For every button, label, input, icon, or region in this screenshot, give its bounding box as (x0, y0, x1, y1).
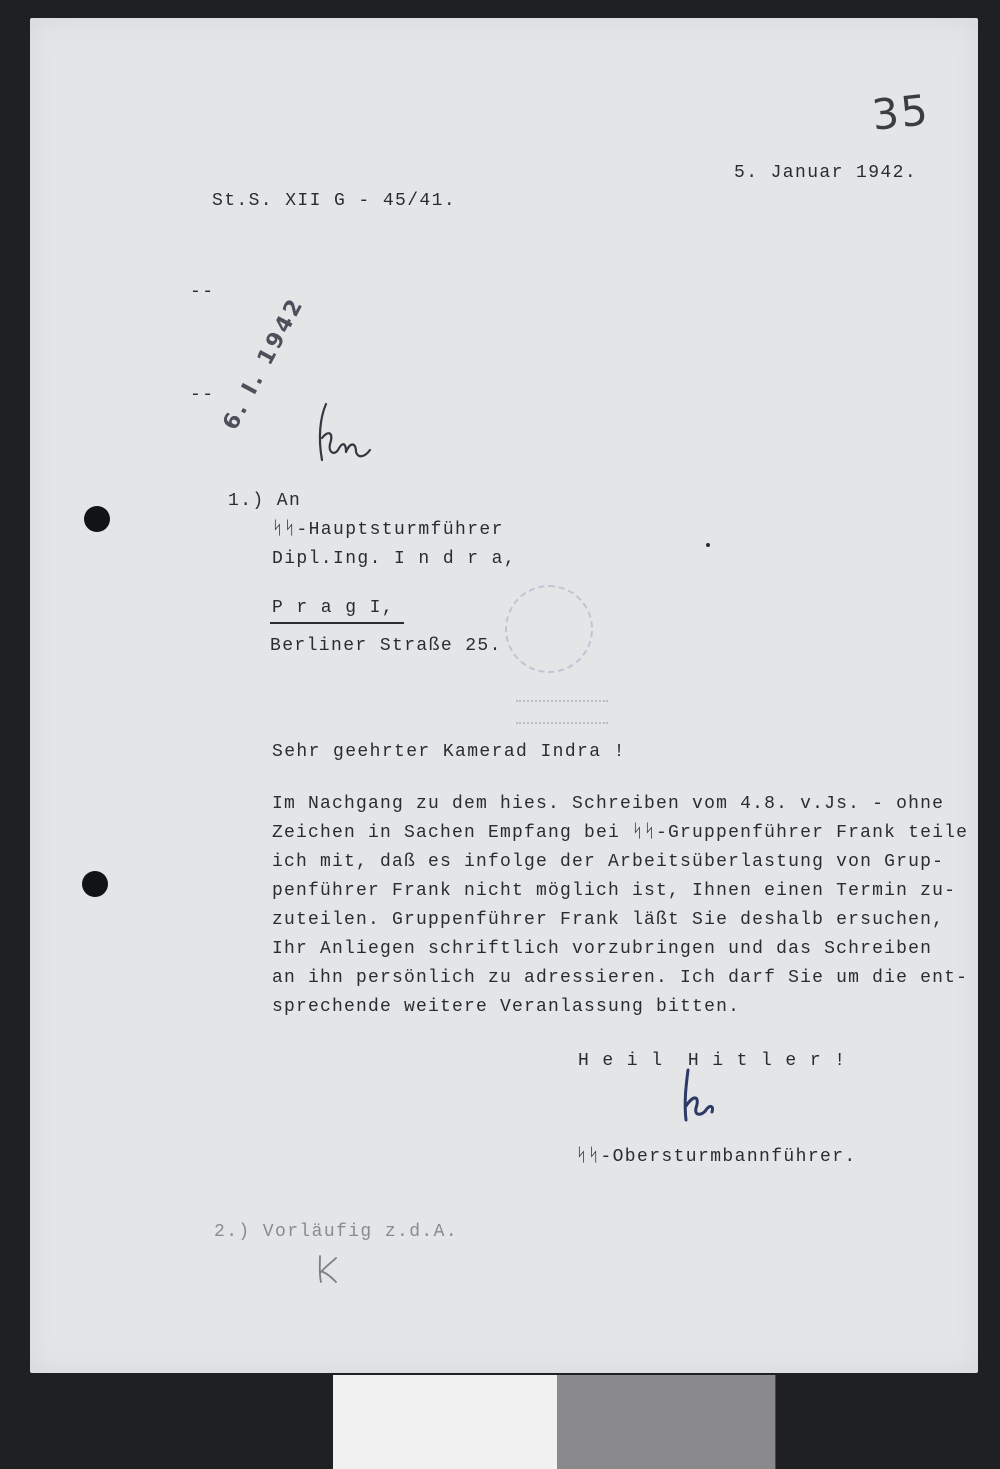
signer-title: ᛋᛋ-Obersturmbannführer. (576, 1147, 857, 1167)
body-line: zuteilen. Gruppenführer Frank läßt Sie deshalb ersuchen, (272, 910, 945, 930)
page-number: 35 (869, 85, 932, 140)
recipient-name: Dipl.Ing. I n d r a, (272, 549, 517, 569)
recipient-city: P r a g I, (272, 598, 395, 618)
item-1-label: 1.) An (228, 491, 302, 511)
body-line: sprechende weitere Veranlassung bitten. (272, 997, 741, 1017)
dash-marker-2: -- (190, 385, 215, 405)
body-line: Ihr Anliegen schriftlich vorzubringen und das Schreiben (272, 939, 933, 959)
faint-stamp-mark (516, 700, 608, 724)
recipient-street: Berliner Straße 25. (270, 636, 502, 656)
reference-number: St.S. XII G - 45/41. (212, 191, 457, 211)
closing-greeting: H e i l H i t l e r ! (578, 1051, 847, 1071)
body-line: penführer Frank nicht möglich ist, Ihnen einen Termin zu- (272, 881, 957, 901)
body-line: Im Nachgang zu dem hies. Schreiben vom 4.8. v.Js. - ohne (272, 794, 945, 814)
initials-signature-bottom (314, 1252, 344, 1286)
date-line: 5. Januar 1942. (734, 163, 918, 183)
initials-signature-top (312, 398, 376, 478)
signature-mark (676, 1066, 726, 1126)
punch-hole-top (84, 506, 110, 532)
body-line: Zeichen in Sachen Empfang bei ᛋᛋ-Gruppenführer Frank teile (272, 823, 969, 843)
ink-dot (706, 543, 710, 547)
swatch-gray (557, 1375, 775, 1469)
body-line: an ihn persönlich zu adressieren. Ich darf Sie um die ent- (272, 968, 969, 988)
body-paragraph (272, 790, 969, 1022)
city-underline (270, 622, 404, 624)
dash-marker-1: -- (190, 282, 215, 302)
document-page (30, 18, 978, 1373)
swatch-dark (775, 1375, 776, 1469)
body-line: ich mit, daß es infolge der Arbeitsüberlastung von Grup- (272, 852, 945, 872)
faint-round-stamp (505, 585, 593, 673)
item-2-note: 2.) Vorläufig z.d.A. (214, 1222, 459, 1242)
color-calibration-strip (333, 1375, 776, 1469)
punch-hole-bottom (82, 871, 108, 897)
salutation: Sehr geehrter Kamerad Indra ! (272, 742, 626, 762)
swatch-white (333, 1375, 557, 1469)
recipient-rank: ᛋᛋ-Hauptsturmführer (272, 520, 504, 540)
received-date-stamp: 6. I. 1942 (218, 292, 310, 435)
